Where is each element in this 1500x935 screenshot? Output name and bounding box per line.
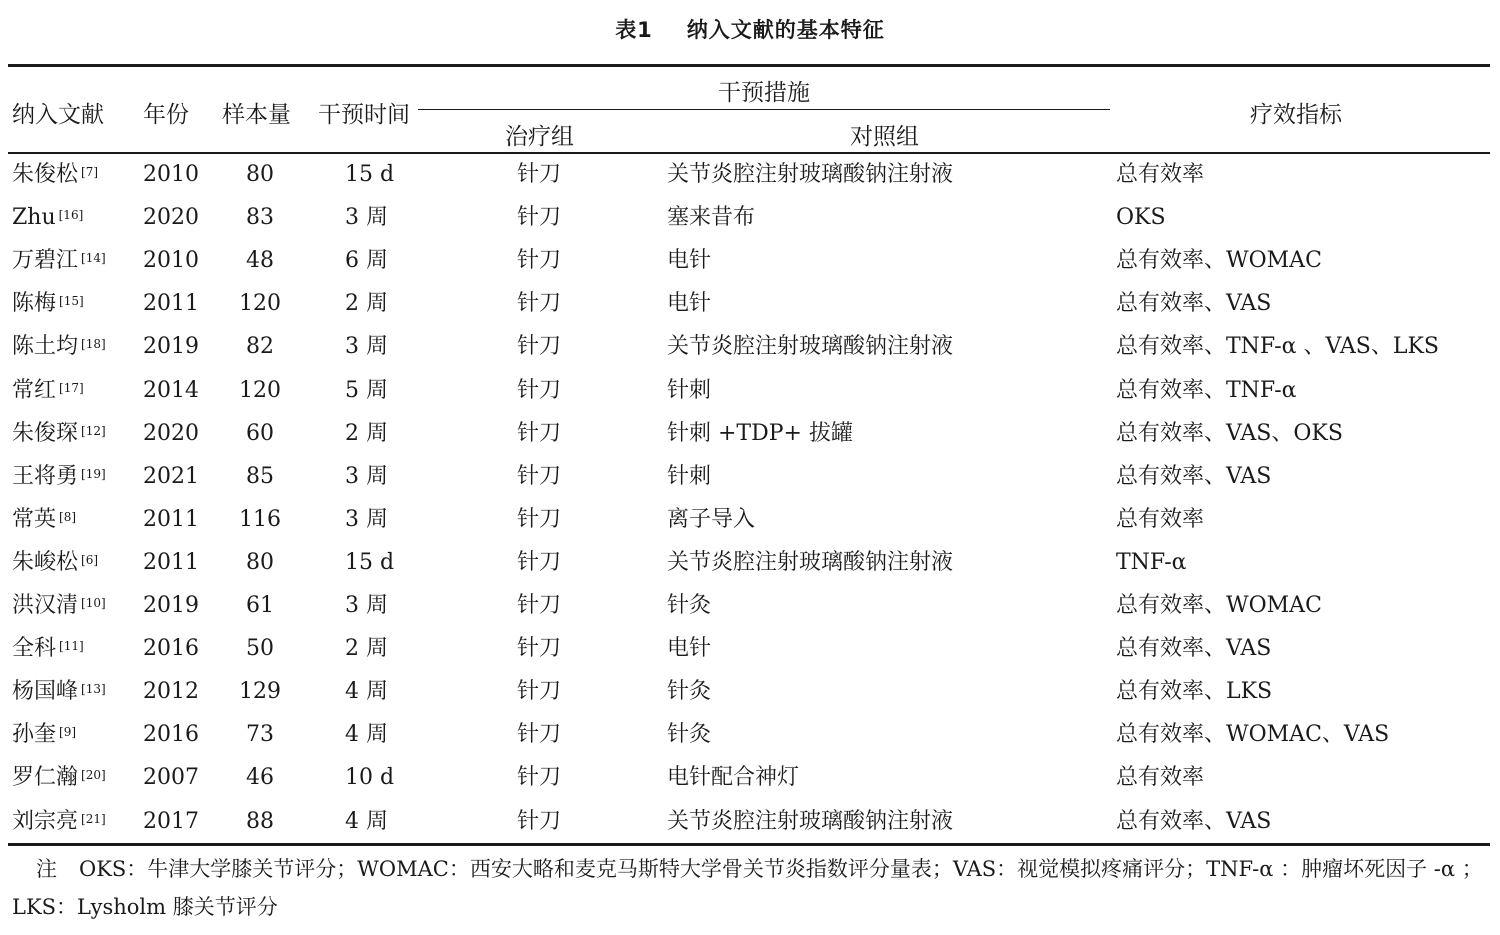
cell-study	[12, 420, 106, 448]
cell-study	[12, 463, 106, 491]
cell-control	[667, 333, 953, 361]
cell-study	[12, 161, 98, 189]
cell-year-text: 2017	[143, 809, 199, 834]
cell-year	[143, 463, 199, 491]
cell-year	[143, 247, 199, 275]
cell-control-text: 关节炎腔注射玻璃酸钠注射液	[667, 334, 954, 359]
cell-control	[667, 764, 799, 792]
cell-duration	[345, 549, 394, 577]
cell-outcome	[1116, 204, 1166, 232]
cell-study-text: 孙奎	[12, 722, 57, 747]
cell-sample-text: 48	[246, 248, 274, 273]
cell-study	[12, 678, 106, 706]
cell-sample	[225, 247, 295, 275]
reference-citation: [9]	[59, 725, 77, 739]
cell-control	[667, 377, 711, 405]
table-title	[0, 14, 1500, 44]
cell-year-text: 2020	[143, 205, 199, 230]
cell-outcome	[1116, 377, 1297, 405]
cell-study-text: 王将勇	[12, 464, 79, 489]
top-rule	[8, 64, 1490, 67]
cell-year	[143, 764, 199, 792]
cell-outcome-text: 总有效率、VAS	[1116, 809, 1272, 834]
cell-outcome	[1116, 463, 1271, 491]
cell-sample-text: 120	[239, 378, 281, 403]
cell-treatment	[517, 721, 561, 749]
cell-year-text: 2012	[143, 679, 199, 704]
header-duration: 干预时间	[318, 102, 410, 128]
cell-year	[143, 721, 199, 749]
cell-duration	[345, 247, 388, 275]
cell-treatment	[517, 678, 561, 706]
cell-year-text: 2020	[143, 421, 199, 446]
cell-outcome	[1116, 506, 1204, 534]
cell-duration-text: 2 周	[345, 421, 388, 446]
cell-study	[12, 377, 84, 405]
cell-outcome-text: 总有效率、VAS	[1116, 464, 1272, 489]
cell-outcome-text: 总有效率、WOMAC	[1116, 593, 1322, 618]
reference-citation: [18]	[81, 337, 106, 351]
cell-year-text: 2011	[143, 507, 199, 532]
cell-control-text: 针刺	[667, 464, 712, 489]
cell-treatment-text: 针刀	[517, 291, 562, 316]
cell-control-text: 电针	[667, 636, 712, 661]
note-lead: 注	[36, 857, 57, 881]
cell-treatment	[517, 549, 561, 577]
cell-treatment-text: 针刀	[517, 421, 562, 446]
cell-control-text: 关节炎腔注射玻璃酸钠注射液	[667, 550, 954, 575]
cell-treatment-text: 针刀	[517, 765, 562, 790]
cell-sample-text: 82	[246, 334, 274, 359]
cell-sample	[225, 161, 295, 189]
cell-control-text: 离子导入	[667, 507, 756, 532]
cell-sample-text: 46	[246, 765, 274, 790]
cell-control	[667, 721, 711, 749]
cell-control-text: 电针配合神灯	[667, 765, 800, 790]
cell-year-text: 2014	[143, 378, 199, 403]
cell-control	[667, 463, 711, 491]
cell-control-text: 电针	[667, 248, 712, 273]
cell-treatment	[517, 377, 561, 405]
cell-outcome-text: TNF-α	[1116, 550, 1187, 575]
cell-study	[12, 764, 106, 792]
cell-control	[667, 635, 711, 663]
cell-sample-text: 88	[246, 809, 274, 834]
cell-control	[667, 506, 755, 534]
cell-duration	[345, 808, 388, 836]
cell-outcome-text: 总有效率、WOMAC	[1116, 248, 1322, 273]
cell-treatment	[517, 420, 561, 448]
cell-year	[143, 420, 199, 448]
cell-treatment-text: 针刀	[517, 162, 562, 187]
cell-year	[143, 592, 199, 620]
cell-outcome-text: 总有效率、WOMAC、VAS	[1116, 722, 1390, 747]
cell-control-text: 针灸	[667, 722, 712, 747]
cell-year	[143, 204, 199, 232]
table-number: 表1	[615, 18, 653, 42]
cell-duration	[345, 678, 388, 706]
cell-outcome-text: 总有效率	[1116, 507, 1205, 532]
cell-control	[667, 161, 953, 189]
cell-control-text: 关节炎腔注射玻璃酸钠注射液	[667, 809, 954, 834]
cell-outcome-text: 总有效率、LKS	[1116, 679, 1273, 704]
cell-duration-text: 2 周	[345, 291, 388, 316]
header-control: 对照组	[850, 124, 919, 150]
cell-sample	[225, 420, 295, 448]
cell-treatment-text: 针刀	[517, 205, 562, 230]
cell-sample-text: 85	[246, 464, 274, 489]
cell-sample-text: 120	[239, 291, 281, 316]
cell-study	[12, 549, 98, 577]
cell-duration	[345, 592, 388, 620]
cell-sample	[225, 764, 295, 792]
cell-treatment	[517, 506, 561, 534]
note-text: OKS：牛津大学膝关节评分；WOMAC：西安大略和麦克马斯特大学骨关节炎指数评分量表；VAS：视觉模拟疼痛评分；TNF-α ：肿瘤坏死因子 -α ；LKS：Lysholm 膝关节评分	[12, 857, 1483, 919]
cell-sample-text: 116	[239, 507, 281, 532]
cell-duration	[345, 764, 394, 792]
cell-study-text: 朱俊琛	[12, 421, 79, 446]
cell-study-text: 刘宗亮	[12, 809, 79, 834]
cell-year	[143, 377, 199, 405]
cell-study-text: 朱峻松	[12, 550, 79, 575]
cell-study-text: 洪汉清	[12, 593, 79, 618]
reference-citation: [8]	[59, 510, 77, 524]
bottom-rule	[8, 843, 1490, 846]
cell-outcome	[1116, 290, 1271, 318]
cell-year-text: 2019	[143, 334, 199, 359]
cell-treatment-text: 针刀	[517, 722, 562, 747]
cell-study	[12, 506, 76, 534]
header-study: 纳入文献	[12, 102, 104, 128]
cell-treatment	[517, 592, 561, 620]
cell-duration	[345, 161, 394, 189]
cell-duration	[345, 506, 388, 534]
cell-control-text: 针灸	[667, 679, 712, 704]
reference-citation: [10]	[81, 596, 106, 610]
cell-year	[143, 161, 199, 189]
cell-year	[143, 678, 199, 706]
cell-duration	[345, 290, 388, 318]
cell-year	[143, 635, 199, 663]
reference-citation: [19]	[81, 467, 106, 481]
cell-treatment-text: 针刀	[517, 507, 562, 532]
cell-year	[143, 290, 199, 318]
cell-control-text: 针刺 +TDP+ 拔罐	[667, 421, 853, 446]
cell-outcome-text: 总有效率、VAS、OKS	[1116, 421, 1343, 446]
cell-duration	[345, 377, 388, 405]
cell-treatment-text: 针刀	[517, 248, 562, 273]
cell-sample-text: 61	[246, 593, 274, 618]
cell-duration	[345, 333, 388, 361]
cell-sample-text: 73	[246, 722, 274, 747]
header-sample: 样本量	[222, 102, 291, 128]
cell-duration-text: 3 周	[345, 334, 388, 359]
cell-year	[143, 549, 199, 577]
cell-study-text: 全科	[12, 636, 57, 661]
cell-outcome	[1116, 678, 1272, 706]
cell-outcome	[1116, 420, 1343, 448]
cell-outcome	[1116, 333, 1439, 361]
cell-outcome	[1116, 808, 1271, 836]
cell-treatment-text: 针刀	[517, 593, 562, 618]
cell-outcome	[1116, 764, 1204, 792]
cell-treatment	[517, 333, 561, 361]
cell-study-text: 陈土均	[12, 334, 79, 359]
cell-duration-text: 3 周	[345, 593, 388, 618]
cell-study	[12, 721, 76, 749]
cell-outcome-text: 总有效率、VAS	[1116, 291, 1272, 316]
cell-sample-text: 80	[246, 550, 274, 575]
cell-duration-text: 3 周	[345, 205, 388, 230]
cell-control	[667, 204, 755, 232]
cell-study	[12, 808, 106, 836]
cell-control	[667, 678, 711, 706]
cell-control-text: 针刺	[667, 378, 712, 403]
reference-citation: [7]	[81, 165, 99, 179]
cell-duration-text: 3 周	[345, 507, 388, 532]
cell-study	[12, 592, 106, 620]
reference-citation: [11]	[59, 639, 84, 653]
reference-citation: [12]	[81, 424, 106, 438]
cell-sample	[225, 333, 295, 361]
cell-control-text: 关节炎腔注射玻璃酸钠注射液	[667, 162, 954, 187]
cell-treatment	[517, 635, 561, 663]
cell-sample	[225, 204, 295, 232]
header-treatment: 治疗组	[505, 124, 574, 150]
cell-duration-text: 2 周	[345, 636, 388, 661]
reference-citation: [20]	[81, 768, 106, 782]
cell-duration-text: 15 d	[345, 162, 395, 187]
cell-study-text: 万碧江	[12, 248, 79, 273]
reference-citation: [6]	[81, 553, 99, 567]
cell-control	[667, 420, 853, 448]
cell-outcome-text: 总有效率	[1116, 162, 1205, 187]
reference-citation: [17]	[59, 381, 84, 395]
cell-year-text: 2010	[143, 162, 199, 187]
header-rule	[8, 152, 1490, 154]
cell-study-text: 罗仁瀚	[12, 765, 79, 790]
cell-study	[12, 635, 84, 663]
cell-sample	[225, 721, 295, 749]
cell-control-text: 塞来昔布	[667, 205, 756, 230]
table-caption: 纳入文献的基本特征	[686, 18, 885, 42]
cell-sample	[225, 635, 295, 663]
cell-duration	[345, 204, 388, 232]
cell-duration-text: 4 周	[345, 809, 388, 834]
cell-outcome-text: 总有效率	[1116, 765, 1205, 790]
cell-outcome	[1116, 161, 1204, 189]
cell-sample-text: 50	[246, 636, 274, 661]
cell-outcome	[1116, 549, 1187, 577]
cell-year-text: 2011	[143, 550, 199, 575]
cell-duration-text: 4 周	[345, 679, 388, 704]
cell-duration	[345, 420, 388, 448]
cell-year-text: 2016	[143, 722, 199, 747]
cell-treatment-text: 针刀	[517, 679, 562, 704]
cell-sample	[225, 678, 295, 706]
cell-sample	[225, 549, 295, 577]
cell-sample	[225, 377, 295, 405]
table-note	[12, 850, 1490, 926]
cell-control	[667, 592, 711, 620]
cell-sample-text: 83	[246, 205, 274, 230]
cell-treatment	[517, 463, 561, 491]
cell-year-text: 2019	[143, 593, 199, 618]
cell-outcome-text: OKS	[1116, 205, 1166, 230]
cell-year-text: 2021	[143, 464, 199, 489]
cell-treatment	[517, 808, 561, 836]
cell-treatment-text: 针刀	[517, 550, 562, 575]
cell-control	[667, 549, 953, 577]
cell-outcome-text: 总有效率、TNF-α	[1116, 378, 1297, 403]
cell-control	[667, 808, 953, 836]
reference-citation: [13]	[81, 682, 106, 696]
cell-duration-text: 10 d	[345, 765, 395, 790]
cell-study-text: 陈梅	[12, 291, 57, 316]
cell-study-text: Zhu	[12, 205, 56, 230]
reference-citation: [16]	[58, 208, 84, 222]
cell-study	[12, 290, 84, 318]
cell-outcome	[1116, 247, 1322, 275]
header-year: 年份	[143, 102, 189, 128]
cell-study-text: 杨国峰	[12, 679, 79, 704]
cell-duration-text: 4 周	[345, 722, 388, 747]
cell-sample	[225, 463, 295, 491]
cell-treatment	[517, 204, 561, 232]
cell-sample	[225, 592, 295, 620]
cell-study-text: 常红	[12, 378, 57, 403]
cell-control	[667, 290, 711, 318]
reference-citation: [15]	[59, 294, 84, 308]
cell-study	[12, 333, 106, 361]
cell-duration-text: 5 周	[345, 378, 388, 403]
cell-year	[143, 506, 199, 534]
cell-sample	[225, 808, 295, 836]
cell-study-text: 朱俊松	[12, 162, 79, 187]
reference-citation: [21]	[81, 812, 106, 826]
cell-outcome-text: 总有效率、TNF-α 、VAS、LKS	[1116, 334, 1439, 359]
cell-outcome-text: 总有效率、VAS	[1116, 636, 1272, 661]
cell-year-text: 2011	[143, 291, 199, 316]
cell-treatment	[517, 764, 561, 792]
cell-control-text: 电针	[667, 291, 712, 316]
cell-year-text: 2007	[143, 765, 199, 790]
cell-sample-text: 129	[239, 679, 281, 704]
cell-sample	[225, 506, 295, 534]
cell-year	[143, 808, 199, 836]
cell-study	[12, 247, 106, 275]
cell-sample-text: 80	[246, 162, 274, 187]
cell-control	[667, 247, 711, 275]
cell-outcome	[1116, 635, 1271, 663]
cell-treatment-text: 针刀	[517, 636, 562, 661]
cell-duration	[345, 635, 388, 663]
cell-treatment	[517, 161, 561, 189]
header-outcome: 疗效指标	[1250, 102, 1342, 128]
cell-year	[143, 333, 199, 361]
reference-citation: [14]	[81, 251, 106, 265]
cell-treatment-text: 针刀	[517, 378, 562, 403]
intervention-subrule	[418, 109, 1110, 110]
cell-treatment-text: 针刀	[517, 464, 562, 489]
cell-year-text: 2016	[143, 636, 199, 661]
cell-duration	[345, 463, 388, 491]
cell-sample-text: 60	[246, 421, 274, 446]
cell-outcome	[1116, 721, 1389, 749]
cell-outcome	[1116, 592, 1322, 620]
cell-duration	[345, 721, 388, 749]
cell-duration-text: 6 周	[345, 248, 388, 273]
header-intervention: 干预措施	[718, 80, 810, 106]
cell-year-text: 2010	[143, 248, 199, 273]
cell-study-text: 常英	[12, 507, 57, 532]
cell-duration-text: 3 周	[345, 464, 388, 489]
cell-treatment-text: 针刀	[517, 809, 562, 834]
cell-control-text: 针灸	[667, 593, 712, 618]
cell-treatment	[517, 247, 561, 275]
cell-duration-text: 15 d	[345, 550, 395, 575]
cell-treatment-text: 针刀	[517, 334, 562, 359]
cell-study	[12, 204, 83, 232]
cell-sample	[225, 290, 295, 318]
cell-treatment	[517, 290, 561, 318]
